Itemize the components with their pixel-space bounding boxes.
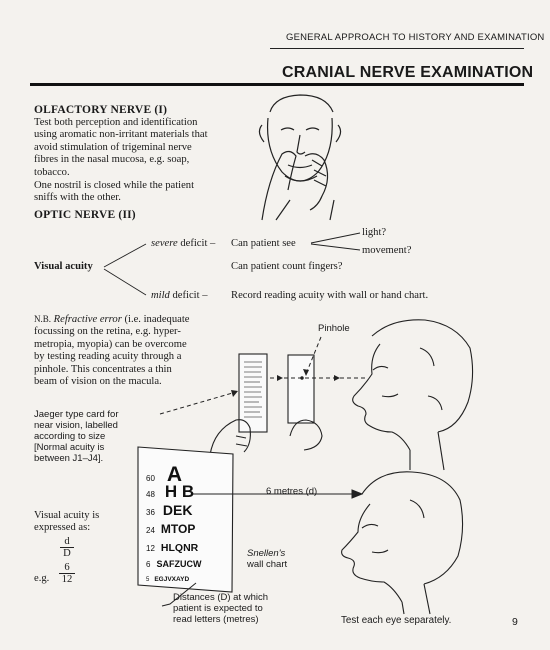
record-text: Record reading acuity with wall or hand chart. bbox=[231, 290, 429, 301]
refractive-error-note bbox=[34, 313, 264, 388]
row-distance: 6 bbox=[146, 560, 151, 569]
count-fingers-text: Can patient count fingers? bbox=[231, 261, 343, 272]
text-line: Test both perception and identification bbox=[34, 117, 198, 128]
text-line: pinhole. This concentrates a thin bbox=[34, 363, 172, 375]
light-text: light? bbox=[362, 227, 387, 238]
text-line: fibres in the nasal mucosa, e.g. soap, bbox=[34, 154, 190, 166]
text-line: Snellen's bbox=[247, 548, 286, 559]
jaeger-caption bbox=[34, 409, 164, 464]
olfactory-paragraph-2 bbox=[34, 180, 264, 205]
text-line: Distances (D) at which bbox=[173, 592, 269, 603]
text-line: avoid stimulation of trigeminal nerve bbox=[34, 141, 192, 153]
deficit-text: deficit – bbox=[180, 238, 216, 249]
row-distance: 48 bbox=[146, 490, 155, 499]
distances-caption bbox=[173, 592, 268, 625]
row-letters: H B bbox=[164, 482, 195, 501]
snellen-caption bbox=[247, 548, 287, 570]
row-letters: SAFZUCW bbox=[156, 559, 202, 569]
optic-heading: OPTIC NERVE (II) bbox=[34, 209, 136, 221]
row-distance: 36 bbox=[146, 508, 155, 517]
nb-line: (i.e. inadequate bbox=[121, 314, 190, 325]
snellen-row bbox=[146, 502, 192, 520]
row-distance: 24 bbox=[146, 526, 155, 535]
text-line: by testing reading acuity through a bbox=[34, 351, 182, 363]
six-metres-label: 6 metres (d) bbox=[266, 486, 318, 497]
running-head: GENERAL APPROACH TO HISTORY AND EXAMINATION bbox=[286, 32, 545, 43]
fraction-denominator: 12 bbox=[61, 574, 73, 585]
row-letters: MTOP bbox=[160, 522, 196, 536]
movement-text: movement? bbox=[362, 245, 412, 256]
olfactory-paragraph-1 bbox=[34, 117, 264, 179]
olfactory-heading: OLFACTORY NERVE (I) bbox=[34, 104, 168, 116]
snellen-row bbox=[146, 568, 189, 586]
page-number: 9 bbox=[512, 616, 518, 628]
text-line: near vision, labelled bbox=[34, 420, 118, 431]
text-line: sniffs with the other. bbox=[34, 192, 121, 204]
text-line: between J1–J4]. bbox=[34, 453, 104, 464]
text-line: metropia, myopia) can be overcome bbox=[34, 338, 187, 350]
mild-deficit bbox=[151, 290, 208, 301]
text-line: One nostril is closed while the patient bbox=[34, 180, 195, 191]
olfactory-illustration bbox=[259, 95, 340, 220]
row-letters: DEK bbox=[162, 502, 193, 518]
fraction-d-over-D bbox=[60, 536, 74, 560]
fraction-denominator: D bbox=[63, 548, 71, 559]
row-letters: A bbox=[166, 463, 183, 486]
fraction-numerator: 6 bbox=[59, 562, 75, 574]
row-distance: 5 bbox=[146, 577, 150, 583]
nb-italic: Refractive error bbox=[53, 314, 122, 325]
text-line: expressed as: bbox=[34, 522, 91, 534]
text-line bbox=[34, 313, 264, 326]
snellen-row bbox=[146, 520, 195, 538]
snellen-row bbox=[146, 482, 194, 502]
can-see-text: Can patient see bbox=[231, 238, 296, 249]
text-line: using aromatic non-irritant materials that bbox=[34, 129, 208, 141]
severe-deficit bbox=[151, 238, 215, 249]
nb-prefix: N.B. bbox=[34, 314, 52, 324]
mild-word: mild bbox=[151, 290, 170, 301]
eg-label: e.g. bbox=[34, 573, 50, 584]
va-expression-text bbox=[34, 510, 99, 535]
text-line: tobacco. bbox=[34, 166, 70, 178]
fraction-numerator: d bbox=[60, 536, 74, 548]
severe-word: severe bbox=[151, 238, 178, 249]
visual-acuity-label: Visual acuity bbox=[34, 261, 93, 272]
text-line: [Normal acuity is bbox=[34, 442, 105, 453]
fraction-example bbox=[59, 562, 75, 586]
text-line: Visual acuity is bbox=[34, 510, 100, 521]
deficit-text: deficit – bbox=[172, 290, 208, 301]
test-each-eye-caption: Test each eye separately. bbox=[341, 615, 452, 626]
row-distance: 60 bbox=[146, 474, 155, 483]
text-line: according to size bbox=[34, 431, 106, 442]
text-line: focussing on the retina, e.g. hyper- bbox=[34, 326, 181, 338]
text-line: beam of vision on the macula. bbox=[34, 376, 162, 388]
row-letters: HLQNR bbox=[160, 542, 199, 554]
text-line: wall chart bbox=[247, 559, 288, 570]
text-line: patient is expected to bbox=[173, 603, 263, 614]
text-line: Jaeger type card for bbox=[34, 409, 119, 420]
row-distance: 12 bbox=[146, 544, 155, 553]
row-letters: EGJVXAYD bbox=[154, 576, 190, 583]
page-title: CRANIAL NERVE EXAMINATION bbox=[282, 64, 534, 81]
pinhole-label: Pinhole bbox=[318, 323, 350, 334]
text-line: read letters (metres) bbox=[173, 614, 259, 625]
